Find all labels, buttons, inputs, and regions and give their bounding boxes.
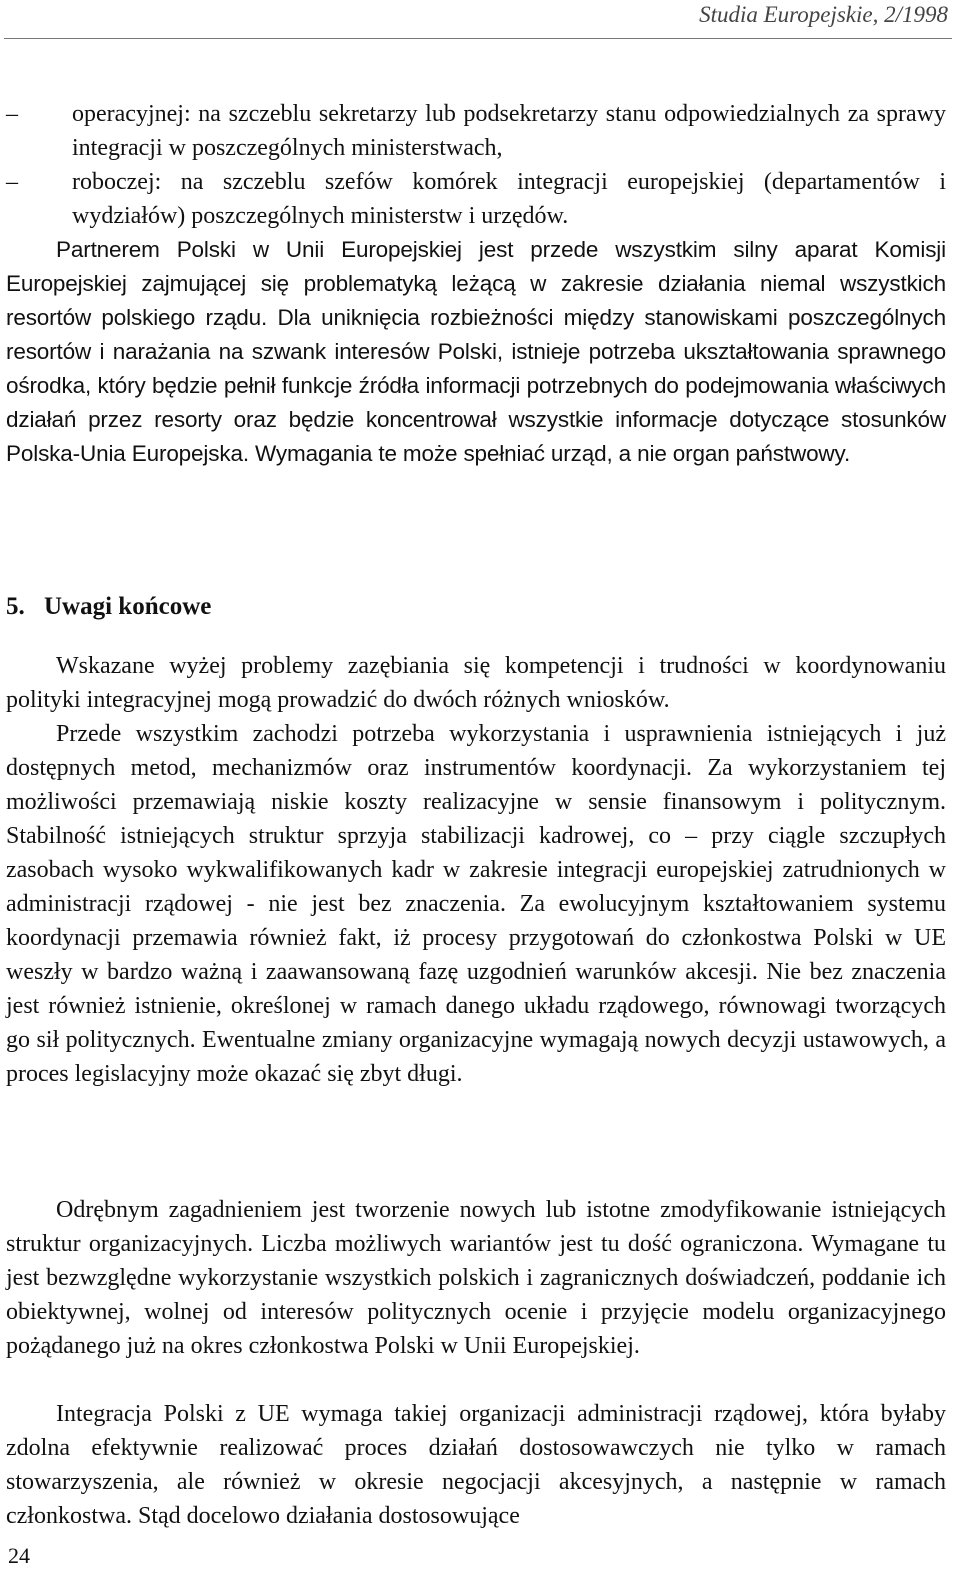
paragraph: Odrębnym zagadnieniem jest tworzenie nowych lub istotne zmodyfikowanie istniejących struktur organizacyjnych. Liczba możliwych wariantów jest tu dość ograniczona. Wymagane tu jest bezwzględne wykorzystanie wszystkich polskich i zagranicznych doświadczeń, poddanie ich obiektywnej, wolnej od interesów politycznych ocenie i przyjęcie modelu organizacyjnego pożądanego już na okres członkostwa Polski w Unii Europejskiej. [6,1197,946,1359]
list-item-text: operacyjnej: na szczeblu sekretarzy lub podsekretarzy stanu odpowiedzialnych za sprawy integracji w poszczególnych ministerstwach, [72,101,946,161]
list-dash: – [6,169,18,195]
section-title: Uwagi końcowe [44,593,212,620]
list-item [6,97,946,165]
section-heading [6,593,211,621]
section-number: 5. [6,593,25,620]
list-dash: – [6,101,18,127]
bullet-list [6,97,946,233]
page-number: 24 [8,1543,30,1568]
paragraph: Przede wszystkim zachodzi potrzeba wykorzystania i usprawnienia istniejących i już dostępnych metod, mechanizmów oraz instrumentów koordynacji. Za wykorzystaniem tej możliwości przemawiają niskie koszty realizacyjne w sensie finansowym i politycznym. Stabilność istniejących struktur sprzyja stabilizacji kadrowej, co – przy ciągle szczupłych zasobach wysoko wykwalifikowanych kadr w zakresie integracji europejskiej zatrudnionych w administracji rządowej - nie jest bez znaczenia. Za ewolucyjnym kształtowaniem systemu koordynacji przemawia również fakt, iż procesy przygotowań do członkostwa Polski w UE weszły w bardzo ważną i zaawansowaną fazę uzgodnień warunków akcesji. Nie bez znaczenia jest również istnienie, określonej w ramach danego układu rządowego, równowagi tworzących go sił politycznych. Ewentualne zmiany organizacyjne wymagają nowych decyzji ustawowych, a proces legislacyjny może okazać się zbyt długi. [6,721,946,1087]
paragraph-partner: Partnerem Polski w Unii Europejskiej jest przede wszystkim silny aparat Komisji Europejskiej zajmującej się problematyką leżącą w zakresie działania niemal wszystkich resortów polskiego rządu. Dla uniknięcia rozbieżności między stanowiskami poszczególnych resortów i narażania na szwank interesów Polski, istnieje potrzeba ukształtowania sprawnego ośrodka, który będzie pełnił funkcje źródła informacji potrzebnych do podejmowania właściwych działań przez resorty oraz będzie koncentrował wszystkie informacje dotyczące stosunków Polska-Unia Europejska. Wymagania te może spełniać urząd, a nie organ państwowy. [6,237,946,466]
paragraph: Wskazane wyżej problemy zazębiania się kompetencji i trudności w koordynowaniu polityki integracyjnej mogą prowadzić do dwóch różnych wniosków. [6,653,946,713]
paragraph: Integracja Polski z UE wymaga takiej organizacji administracji rządowej, która byłaby zdolna efektywnie realizować proces działań dostosowawczych nie tylko w ramach stowarzyszenia, ale również w okresie negocjacji akcesyjnych, a następnie w ramach członkostwa. Stąd docelowo działania dostosowujące [6,1401,946,1529]
list-item-text: roboczej: na szczeblu szefów komórek integracji europejskiej (departamentów i wydziałów) poszczególnych ministerstw i urzędów. [72,169,946,229]
running-header: Studia Europejskie, 2/1998 [699,2,948,27]
list-item [6,165,946,233]
header-rule [4,38,952,39]
